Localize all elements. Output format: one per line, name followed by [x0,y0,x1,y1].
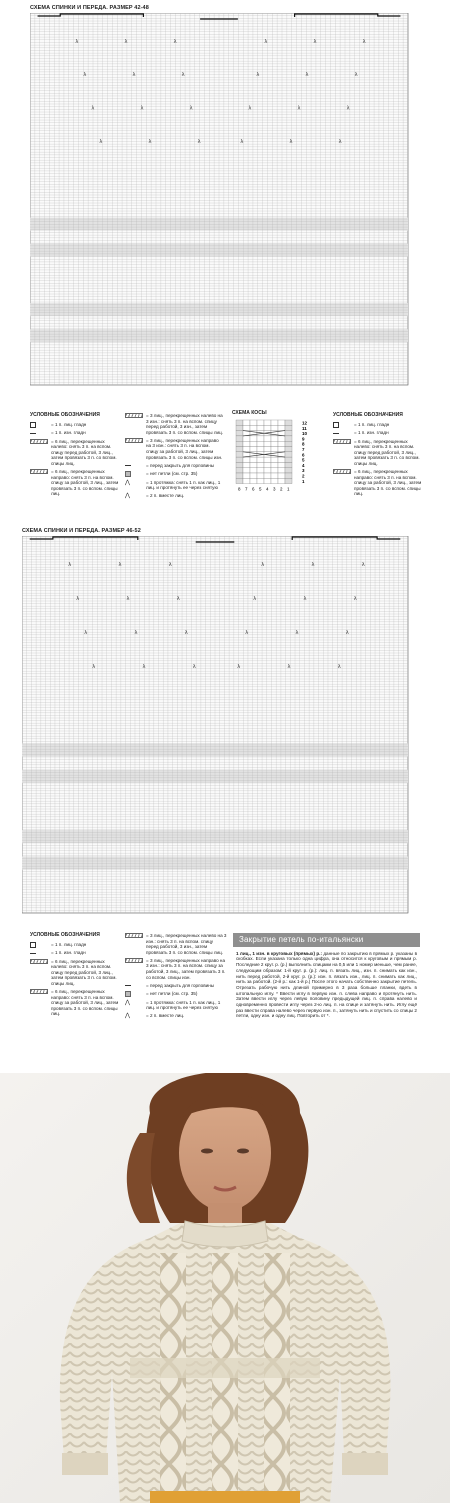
purl-dash-icon [125,985,131,986]
chart2-decrease-mark: λ [245,630,249,636]
chart2-decrease-mark: λ [168,562,172,569]
braid-col-number: 1 [287,486,290,492]
chart1-decrease-mark: λ [248,105,252,112]
braid-cell [257,425,264,430]
cable-cross-icon [125,958,143,963]
purl-dash-icon [30,953,36,954]
cable-cross-icon [125,438,143,443]
braid-cell [271,462,278,467]
chart1-decrease-mark: λ [83,72,87,79]
chart1-decrease-mark: λ [124,38,128,45]
legend1 [30,413,122,500]
chart2-decrease-mark: λ [126,596,130,603]
decrease-triangle-icon: ⋀ [125,1013,130,1020]
braid-cell [236,462,243,467]
chart1-decrease-mark: λ [362,38,366,45]
legend1-title: УСЛОВНЫЕ ОБОЗНАЧЕНИЯ [30,412,100,418]
chart1-grid-svg [30,13,418,391]
chart1-decrease-mark: λ [338,139,342,146]
chart2-decrease-mark: λ [176,596,180,603]
chart1-decrease-mark: λ [313,38,317,45]
purl-dash-icon [30,433,36,434]
braid-cell [285,420,292,425]
braid-col-number: 6 [252,486,255,492]
braid-row-number: 2 [302,473,305,479]
braid-cell [264,441,271,446]
braid-col-number: 3 [273,486,276,492]
chart2-decrease-mark: λ [337,664,341,670]
chart2-decrease-mark: λ [68,562,72,569]
chart2-decrease-mark: λ [92,664,96,670]
chart1-section [0,0,450,400]
braid-cell [278,462,285,467]
braid-cell [271,436,278,441]
decrease-triangle-icon: ⋀ [125,999,130,1006]
braid-cell [236,436,243,441]
braid-cell [278,478,285,483]
braid-cell [250,425,257,430]
chart2-decrease-mark: λ [295,630,299,636]
chart1-decrease-mark: λ [264,38,268,45]
photo-knit-sweater [0,1073,450,1503]
braid-cell [264,462,271,467]
info-body [233,947,420,1023]
chart2-decrease-mark: λ [118,562,122,569]
braid-col-number: 8 [238,486,241,492]
braid-row-number: 8 [302,441,305,447]
braid-cell [271,468,278,473]
chart1-decrease-mark: λ [289,139,293,146]
braid-cell [264,420,271,425]
braid-col-number: 7 [245,486,248,492]
chart2-grid [22,536,418,919]
chart2-decrease-mark: λ [303,596,307,603]
braid-row-number: 1 [302,478,305,484]
braid-cell [250,468,257,473]
legend4: УСЛОВНЫЕ ОБОЗНАЧЕНИЯ = 1 п. лиц. гладн = 1 п. изн. гладн = 6 лиц., перекрещенных налево: снять 3 п. на вспом. спицу перед работой, 3 лиц., затем провязать 3 п. со вспом. спицы лиц. = 6 лиц., перекрещенных направо: снять 3 п. на вспом. спицу за работой, 3 лиц., затем провязать 3 п. со вспом. спицы лиц. [30,932,119,1017]
chart1-decrease-mark: λ [297,105,301,112]
chart2-grid-svg [22,536,418,919]
braid-cell [250,457,257,462]
cable-cross-icon [125,933,143,938]
sweater-photo-svg [0,1073,450,1503]
braid-cell [278,425,285,430]
braid-cell [285,468,292,473]
braid-cell [257,436,264,441]
no-stitch-icon [125,991,131,997]
chart1-decrease-mark: λ [99,139,103,146]
braid-cell [236,478,243,483]
braid-row-number: 4 [302,462,305,468]
chart2-decrease-mark: λ [287,664,291,670]
chart1-decrease-mark: λ [132,72,136,79]
braid-grid-svg [232,418,322,498]
chart1-title: СХЕМА СПИНКИ И ПЕРЕДА. РАЗМЕР 42-48 [30,5,149,11]
braid-cell [257,441,264,446]
braid-cell [243,441,250,446]
braid-cell [250,447,257,452]
braid-cell [271,473,278,478]
braid-cell [285,457,292,462]
legend5: = 3 лиц., перекрещенных налево на 3 изн.: снять 3 п. на вспом. спицу перед работой, 3 изн., затем провязать 3 п. со вспом. спицы лиц. = 3 лиц., перекрещенных направо на 3 изн.: снять 3 п. на вспом. спицу за работой, 3 лиц., затем провязать 3 п. со вспом. спицы изн. = перед закрыть для горловины = нет петли (см. стр. 35) ⋀ = 1 протяжка: снять 1 п. как лиц., 1 лиц. и протянуть ее через снятую ⋀ = 2 п. вместе лиц. [125,933,227,1020]
legend1-item-purl: = 1 п. изн. гладн [30,430,122,436]
braid-cell [257,468,264,473]
braid-cell [285,447,292,452]
braid-cell [278,468,285,473]
braid-cell [243,425,250,430]
braid-cell [236,473,243,478]
braid-row-number: 5 [302,457,305,463]
braid-cell [271,457,278,462]
braid-cell [236,441,243,446]
braid-cell [236,425,243,430]
cable-cross-icon [30,469,48,474]
braid-cell [243,468,250,473]
chart2-decrease-mark: λ [361,562,365,569]
braid-cell [264,478,271,483]
braid-cell [250,473,257,478]
chart1-decrease-mark: λ [305,72,309,79]
knit-square-icon [30,942,36,948]
braid-cell [264,447,271,452]
braid-row-number: 12 [302,420,308,426]
braid-cell [285,473,292,478]
braid-cell [264,468,271,473]
braid-cell [243,462,250,467]
knit-square-icon [30,422,36,428]
braid-col-number: 2 [280,486,283,492]
braid-cell [278,457,285,462]
legend1-item-knit: = 1 п. лиц. гладн [30,422,122,428]
braid-cell [257,447,264,452]
braid-cell [243,420,250,425]
braid-cell [250,436,257,441]
braid-cell [264,473,271,478]
braid-row-number: 10 [302,431,308,437]
braid-title: СХЕМА КОСЫ [232,410,267,416]
braid-cell [236,420,243,425]
braid-cell [243,478,250,483]
braid-cell [236,431,243,436]
chart1-decrease-mark: λ [173,38,177,45]
braid-cell [271,441,278,446]
braid-cell [236,447,243,452]
braid-row-number: 7 [302,447,305,452]
chart2-decrease-mark: λ [184,630,188,636]
braid-cell [285,436,292,441]
cable-cross-icon [30,959,48,964]
braid-cell [257,462,264,467]
braid-cell [278,420,285,425]
braid-cell [257,473,264,478]
cable-cross-icon [125,413,143,418]
braid-cell [285,478,292,483]
legend1-item-cable-left: = 6 лиц., перекрещенных налево: снять 3 п. на вспом. спицу перед работой, 3 лиц., затем провязать 3 п. со вспом. спицы лиц. [30,439,122,467]
chart1-decrease-mark: λ [197,139,201,146]
braid-cell [250,420,257,425]
braid-cell [285,452,292,457]
chart2-decrease-mark: λ [311,562,315,569]
chart1-decrease-mark: λ [140,105,144,112]
braid-row-number: 3 [302,468,305,474]
braid-cell [243,436,250,441]
braid-cell [257,478,264,483]
braid-cell [285,462,292,467]
decrease-triangle-icon: ⋀ [125,479,130,486]
chart1-decrease-mark: λ [75,38,79,45]
braid-cell [285,441,292,446]
chart1-decrease-mark: λ [354,72,358,79]
decrease-triangle-icon: ⋀ [125,493,130,500]
braid-cell [271,425,278,430]
info-text: данные по закрытию в прямых р. указаны в скобках. Если указана только одна цифра, она относится к круговым и прямым р. Последние 2 круг. р. (р.) выполнить спицами на 0,5 или 1 номер меньше, чем ранее, следующим образом: 1-й круг. р. (р.): лиц. п. вязать лиц., изн. п. снимать как изн., нить перед работой, 2-й круг. р. (р.): изн. п. вязать изн., лиц. п. снимать как лиц., нить за работой. (2-й р.: как 1-й р.) После этого начать собственно закрытие петель. Отрезать рабочую нить длиной примерно в 3 раза больше планки, вдеть в штопальную иглу. * Ввести иглу в первую изн. п. слева направо и протянуть нить. Затем ввести иглу через левую половину предыдущей лиц. п. справа налево и одновременно провести иглу через 2-ю лиц. п. на спице и затянуть нить. Иглу ещё раз ввести справа налево через первую изн. п., затянуть нить и спустить со спицы 2 петли, одну изн. и одну лиц. Повторить от *. [236,950,418,1019]
braid-cell [250,478,257,483]
braid-cell [236,452,243,457]
info-heading: Закрытие петель по-итальянски [233,933,420,947]
chart2-decrease-mark: λ [192,664,196,670]
braid-cell [243,457,250,462]
braid-row-number: 11 [302,425,307,431]
legend1-item-cable-right: = 6 лиц., перекрещенных направо: снять 3 п. на вспом. спицу за работой, 3 лиц., затем провязать 3 п. со вспом. спицы лиц. [30,469,122,497]
chart2-decrease-mark: λ [134,630,138,636]
chart2-decrease-mark: λ [76,596,80,603]
braid-cell [264,425,271,430]
braid-cell [271,478,278,483]
legend3: УСЛОВНЫЕ ОБОЗНАЧЕНИЯ = 1 п. лиц. гладн = 1 п. изн. гладн = 6 лиц., перекрещенных налево: снять 3 п. на вспом. спицу перед работой, 3 лиц., затем провязать 3 п. со вспом. спицы лиц. = 6 лиц., перекрещенных направо: снять 3 п. на вспом. спицу за работой, 3 лиц., затем провязать 3 п. со вспом. спицы лиц. [333,412,422,497]
braid-cell [243,473,250,478]
braid-row-number: 6 [302,452,305,458]
legend2: = 3 лиц., перекрещенных налево на 3 изн.: снять 3 п. на вспом. спицу перед работой, 3 изн., затем провязать 3 п. со вспом. спицы лиц. = 3 лиц., перекрещенных направо на 3 изн.: снять 3 п. на вспом. спицу за работой, 3 лиц., затем провязать 3 п. со вспом. спицы изн. = перед закрыть для горловины = нет петли (см. стр. 35) ⋀ = 1 протяжка: снять 1 п. как лиц., 1 лиц. и протянуть ее через снятую ⋀ = 2 п. вместе лиц. [125,413,224,500]
braid-cell [264,436,271,441]
braid-cell [257,420,264,425]
braid-cell [278,447,285,452]
braid-cell [278,473,285,478]
chart2-decrease-mark: λ [237,664,241,670]
braid-row-number: 9 [302,436,305,442]
info-lead: 1 лиц., 1 изн. в круговых (прямых) р.: [236,950,322,956]
braid-cell [236,457,243,462]
chart2-decrease-mark: λ [253,596,257,603]
cable-cross-icon [30,989,48,994]
braid-cell [285,425,292,430]
chart1-decrease-mark: λ [91,105,95,112]
cable-cross-icon [30,439,48,444]
cable-cross-icon [333,439,351,444]
chart2-decrease-mark: λ [84,630,88,636]
braid-cell [278,436,285,441]
braid-cell [278,441,285,446]
purl-dash-icon [333,433,339,434]
chart2-title: СХЕМА СПИНКИ И ПЕРЕДА. РАЗМЕР 46-52 [22,528,141,534]
chart1-decrease-mark: λ [256,72,260,79]
braid-cell [250,441,257,446]
braid-cell [243,447,250,452]
chart1-decrease-mark: λ [240,139,244,146]
cable-cross-icon [333,469,351,474]
chart1-decrease-mark: λ [189,105,193,112]
purl-dash-icon [125,465,131,466]
no-stitch-icon [125,471,131,477]
braid-cell [264,457,271,462]
braid-cell [250,462,257,467]
chart1-grid [30,13,418,391]
chart2-decrease-mark: λ [353,596,357,603]
italian-bind-off-box [233,933,420,1023]
braid-cell [236,468,243,473]
braid-cell [271,447,278,452]
braid-col-number: 4 [266,486,269,492]
braid-cell [257,457,264,462]
chart2-decrease-mark: λ [261,562,265,569]
chart1-decrease-mark: λ [148,139,152,146]
knit-square-icon [333,422,339,428]
chart2-decrease-mark: λ [345,630,349,636]
chart2-section [0,528,450,928]
braid-col-number: 5 [259,486,262,492]
braid-cell [271,420,278,425]
braid-cell [285,431,292,436]
chart1-decrease-mark: λ [346,105,350,112]
chart2-decrease-mark: λ [142,664,146,670]
chart1-decrease-mark: λ [181,72,185,79]
braid-grid [232,418,322,498]
